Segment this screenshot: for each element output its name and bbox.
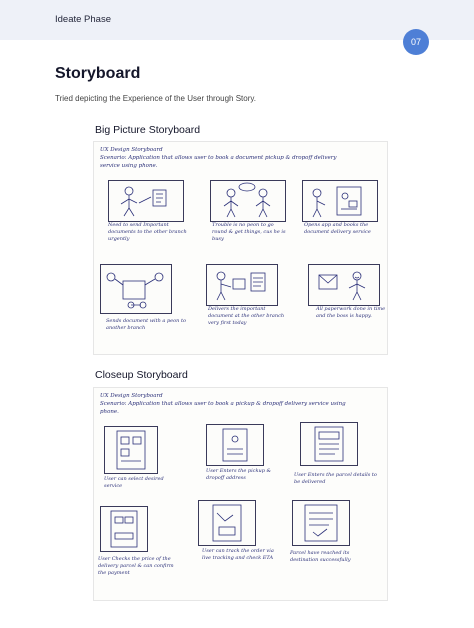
storyboard-panel (308, 264, 380, 306)
sketch-phone-booking (303, 181, 377, 221)
sheet-scenario: Scenario: Application that allows user to book a document pickup & dropoff delivery service using phone. (100, 155, 337, 169)
storyboard-panel (210, 180, 286, 222)
storyboard-panel (100, 506, 148, 552)
storyboard-panel (302, 180, 378, 222)
storyboard-caption: User can select desired service (104, 476, 164, 489)
storyboard-caption: Need to send Important documents to the other branch urgently (108, 222, 187, 242)
closeup-title: Closeup Storyboard (95, 369, 188, 381)
sketch-person-documents (109, 181, 183, 221)
sketch-phone-address (207, 425, 263, 465)
phase-label: Ideate Phase (55, 14, 111, 25)
closeup-sheet (93, 387, 388, 601)
header-bar (0, 0, 474, 40)
storyboard-caption: Parcel have reached its destination successfully (290, 550, 351, 563)
storyboard-panel (300, 422, 358, 466)
page-subtitle: Tried depicting the Experience of the User through Story. (55, 94, 256, 103)
sketch-phone-parcel-details (301, 423, 357, 465)
sheet-heading (100, 146, 350, 170)
page-title: Storyboard (55, 65, 141, 82)
sheet-title: UX Design Storyboard (100, 147, 163, 153)
storyboard-caption: User Checks the price of the delivery parcel & can confirm the payment (98, 556, 174, 576)
sketch-delivery-handover (207, 265, 277, 305)
storyboard-caption: Trouble is no peon to go round & get things, cus he is busy (212, 222, 286, 242)
storyboard-caption: User can track the order via live tracking and check ETA (202, 548, 274, 561)
storyboard-panel (198, 500, 256, 546)
storyboard-caption: User Enters the pickup & dropoff address (206, 468, 271, 481)
storyboard-caption: All paperwork done in time and the boss is happy. (316, 306, 386, 319)
big-picture-title: Big Picture Storyboard (95, 124, 201, 136)
storyboard-panel (292, 500, 350, 546)
storyboard-panel (104, 426, 158, 474)
big-picture-sheet (93, 141, 388, 355)
sketch-two-people (211, 181, 285, 221)
storyboard-panel (206, 264, 278, 306)
page-number-badge: 07 (403, 29, 429, 55)
storyboard-caption: Opens app and books the document delivery service (304, 222, 371, 235)
sketch-phone-tracking (199, 501, 255, 545)
storyboard-caption: Delivers the important document at the other branch very first today (208, 306, 285, 326)
sketch-phone-service-select (105, 427, 157, 473)
sketch-route-map (101, 265, 171, 313)
storyboard-panel (206, 424, 264, 466)
sketch-phone-payment (101, 507, 147, 551)
sheet-scenario: Scenario: Application that allows user to book a pickup & dropoff delivery service using phone. (100, 401, 346, 415)
sheet-title: UX Design Storyboard (100, 393, 163, 399)
sketch-phone-delivered (293, 501, 349, 545)
sheet-heading (100, 392, 350, 416)
storyboard-caption: Sends document with a peon to another branch (106, 318, 186, 331)
storyboard-caption: User Enters the parcel details to be delivered (294, 472, 377, 485)
storyboard-panel (100, 264, 172, 314)
sketch-happy-boss (309, 265, 379, 305)
storyboard-panel (108, 180, 184, 222)
